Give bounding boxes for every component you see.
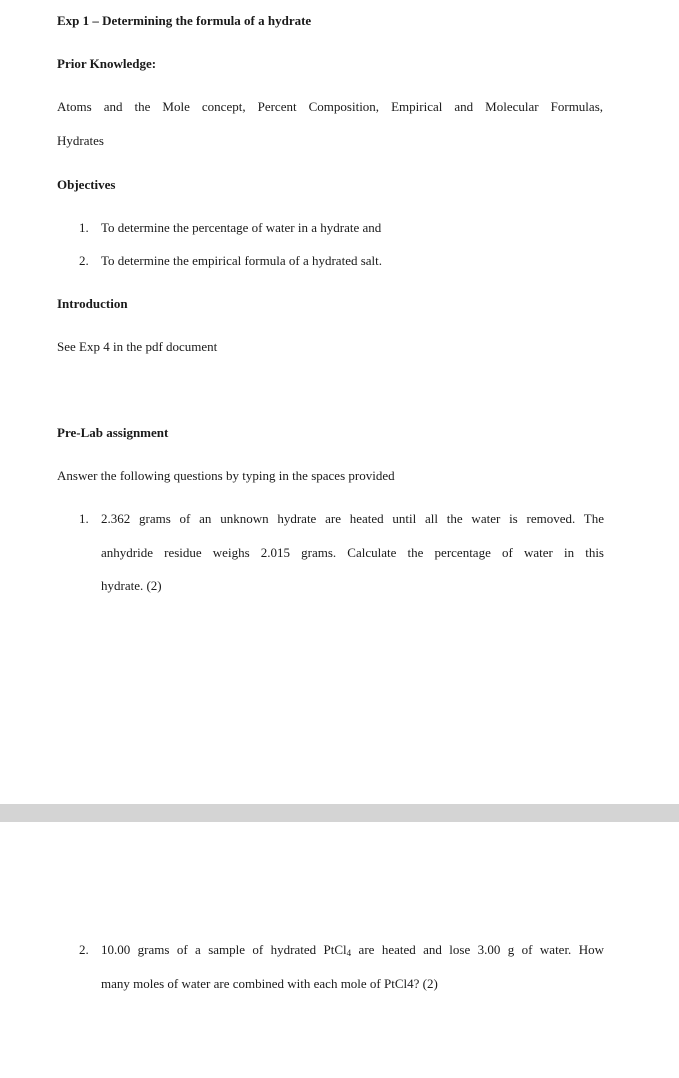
objective-1-number: 1. xyxy=(79,220,89,235)
experiment-title: Exp 1 – Determining the formula of a hydrate xyxy=(57,13,312,28)
document-page-2 xyxy=(0,822,679,1078)
introduction-text: See Exp 4 in the pdf document xyxy=(57,339,218,354)
objective-1-text: To determine the percentage of water in a hydrate and xyxy=(101,220,382,235)
prelab-heading: Pre-Lab assignment xyxy=(57,425,169,440)
question-1-number: 1. xyxy=(79,511,89,526)
question-1-line-2: anhydride residue weighs 2.015 grams. Calculate the percentage of water in this xyxy=(101,545,604,560)
question-2-subscript: 4 xyxy=(346,948,352,958)
question-2-line-1 xyxy=(101,942,604,958)
objectives-heading: Objectives xyxy=(57,177,116,192)
prior-knowledge-line-2: Hydrates xyxy=(57,133,104,148)
objective-2-text: To determine the empirical formula of a hydrated salt. xyxy=(101,253,383,268)
question-1-line-1: 2.362 grams of an unknown hydrate are heated until all the water is removed. The xyxy=(101,511,604,526)
objective-2-number: 2. xyxy=(79,253,89,268)
question-1-line-3: hydrate. (2) xyxy=(101,578,162,593)
page-separator xyxy=(0,804,679,822)
prior-knowledge-line-1: Atoms and the Mole concept, Percent Composition, Empirical and Molecular Formulas, xyxy=(57,99,603,114)
prelab-instruction: Answer the following questions by typing in the spaces provided xyxy=(57,468,395,483)
question-2-line-1-part-b: are heated and lose 3.00 g of water. How xyxy=(351,942,604,957)
question-2-line-2: many moles of water are combined with each mole of PtCl4? (2) xyxy=(101,976,438,991)
introduction-heading: Introduction xyxy=(57,296,128,311)
question-2-number: 2. xyxy=(79,942,89,957)
prior-knowledge-heading: Prior Knowledge: xyxy=(57,56,157,71)
question-2-line-1-part-a: 10.00 grams of a sample of hydrated PtCl xyxy=(101,942,347,957)
